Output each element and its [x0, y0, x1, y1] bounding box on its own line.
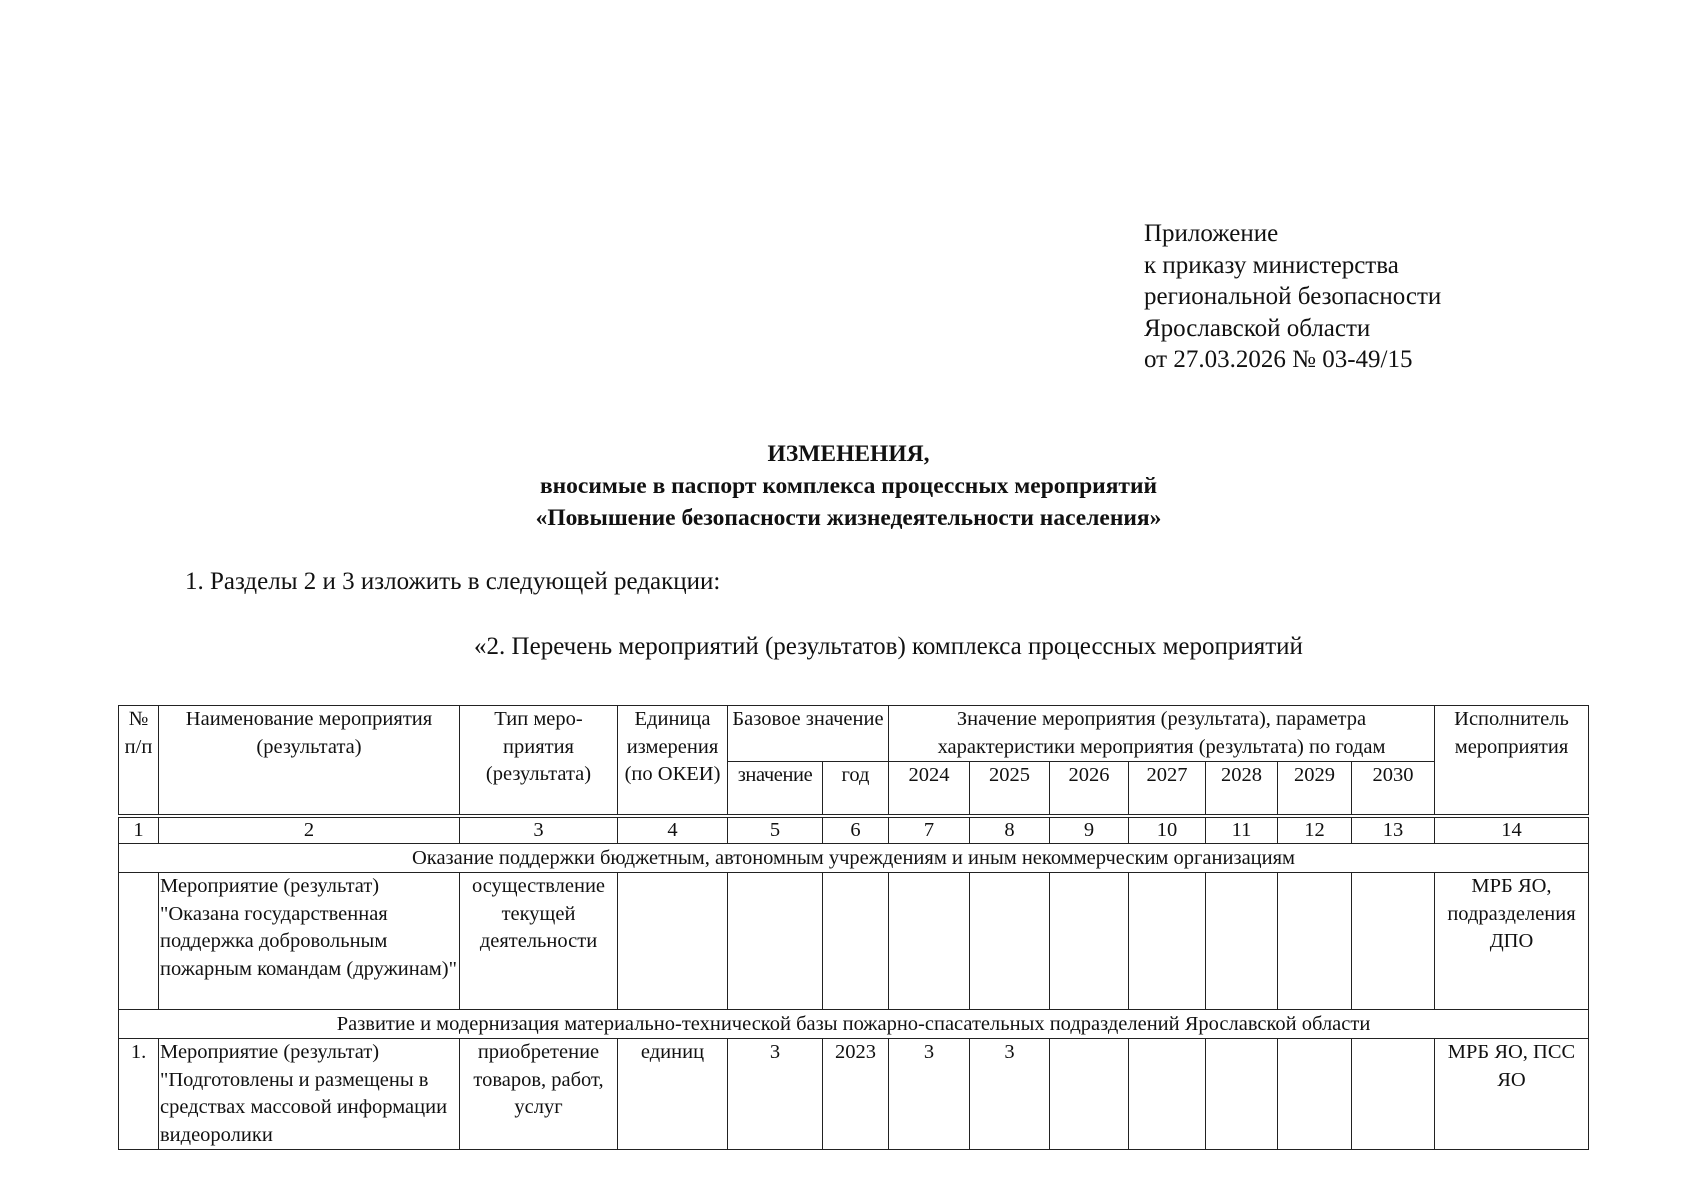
row-a-2026 — [1050, 873, 1129, 1010]
appendix-block — [1144, 218, 1441, 376]
column-number: 5 — [728, 816, 823, 844]
column-number: 1 — [119, 816, 159, 844]
table-row — [119, 873, 1589, 1010]
header-year-2024: 2024 — [889, 762, 970, 817]
column-number: 13 — [1352, 816, 1435, 844]
header-type-line: Тип меро- — [494, 708, 583, 730]
header-type — [460, 706, 618, 817]
row-1-2025: 3 — [970, 1039, 1050, 1150]
row-1-2027 — [1129, 1039, 1206, 1150]
row-1-executor: МРБ ЯО, ПСС ЯО — [1435, 1039, 1589, 1150]
row-a-2030 — [1352, 873, 1435, 1010]
row-1-2029 — [1278, 1039, 1352, 1150]
title-line-1: ИЗМЕНЕНИЯ, — [767, 441, 930, 467]
row-1-num: 1. — [119, 1039, 159, 1150]
column-number: 10 — [1129, 816, 1206, 844]
header-unit: Единица измерения (по ОКЕИ) — [618, 706, 728, 817]
row-a-num — [119, 873, 159, 1010]
header-name: Наименование мероприятия (результата) — [159, 706, 460, 817]
row-a-base-value — [728, 873, 823, 1010]
column-number: 4 — [618, 816, 728, 844]
header-base: Базовое значение — [728, 706, 889, 762]
row-a-base-year — [823, 873, 889, 1010]
title-line-3: «Повышение безопасности жизнедеятельности населения» — [535, 505, 1162, 531]
header-year-2026: 2026 — [1050, 762, 1129, 817]
header-base-value: значение — [728, 762, 823, 817]
header-base-year: год — [823, 762, 889, 817]
appendix-line: региональной безопасности — [1144, 283, 1442, 310]
column-number: 9 — [1050, 816, 1129, 844]
column-number: 7 — [889, 816, 970, 844]
header-year-2028: 2028 — [1206, 762, 1278, 817]
column-number: 8 — [970, 816, 1050, 844]
row-1-2024: 3 — [889, 1039, 970, 1150]
activities-table — [118, 705, 1589, 1150]
row-a-unit — [618, 873, 728, 1010]
row-1-base-year: 2023 — [823, 1039, 889, 1150]
row-a-2028 — [1206, 873, 1278, 1010]
header-type-line: приятия — [503, 735, 574, 758]
header-year-2029: 2029 — [1278, 762, 1352, 817]
column-numbers-row — [119, 816, 1589, 844]
row-1-base-value: 3 — [728, 1039, 823, 1150]
paragraph-1: 1. Разделы 2 и 3 изложить в следующей редакции: — [185, 568, 721, 595]
column-number: 11 — [1206, 816, 1278, 844]
column-number: 2 — [159, 816, 460, 844]
section-row-1 — [119, 844, 1589, 873]
section-row-2 — [119, 1010, 1589, 1039]
appendix-line: Приложение — [1144, 220, 1279, 247]
row-1-2030 — [1352, 1039, 1435, 1150]
column-number: 3 — [460, 816, 618, 844]
appendix-line: к приказу министерства — [1144, 251, 1399, 279]
header-type-line: (результата) — [485, 763, 592, 785]
column-number: 12 — [1278, 816, 1352, 844]
section-title: «2. Перечень мероприятий (результатов) комплекса процессных мероприятий — [474, 633, 1303, 660]
section-heading-support: Оказание поддержки бюджетным, автономным учреждениям и иным некоммерческим организациям — [119, 844, 1589, 873]
title-line-2: вносимые в паспорт комплекса процессных мероприятий — [539, 473, 1158, 499]
row-1-2026 — [1050, 1039, 1129, 1150]
appendix-line: Ярославской области — [1144, 314, 1371, 342]
column-number: 14 — [1435, 816, 1589, 844]
column-number: 6 — [823, 816, 889, 844]
row-a-name: Мероприятие (результат) "Оказана государственная поддержка добровольным пожарным командам (дружинам)" — [159, 873, 460, 1010]
row-a-2025 — [970, 873, 1050, 1010]
row-a-2027 — [1129, 873, 1206, 1010]
document-title — [0, 438, 1697, 534]
row-a-2024 — [889, 873, 970, 1010]
table-row — [119, 1039, 1589, 1150]
row-a-executor: МРБ ЯО, подразделения ДПО — [1435, 873, 1589, 1010]
row-1-name: Мероприятие (результат) "Подготовлены и размещены в средствах массовой информации видеоролики — [159, 1039, 460, 1150]
header-year-2025: 2025 — [970, 762, 1050, 817]
row-1-2028 — [1206, 1039, 1278, 1150]
header-executor: Исполнитель мероприятия — [1435, 706, 1589, 817]
row-1-type: приобретение товаров, работ, услуг — [460, 1039, 618, 1150]
appendix-line: от 27.03.2026 № 03-49/15 — [1144, 346, 1413, 373]
header-num: № п/п — [119, 706, 159, 817]
header-year-2027: 2027 — [1129, 762, 1206, 817]
header-year-2030: 2030 — [1352, 762, 1435, 817]
section-heading-modernization: Развитие и модернизация материально-технической базы пожарно-спасательных подразделений Ярославской области — [119, 1010, 1589, 1039]
row-a-type: осуществление текущей деятельности — [460, 873, 618, 1010]
row-a-2029 — [1278, 873, 1352, 1010]
row-1-unit: единиц — [618, 1039, 728, 1150]
header-values-by-year: Значение мероприятия (результата), параметра характеристики мероприятия (результата) по годам — [889, 706, 1435, 762]
